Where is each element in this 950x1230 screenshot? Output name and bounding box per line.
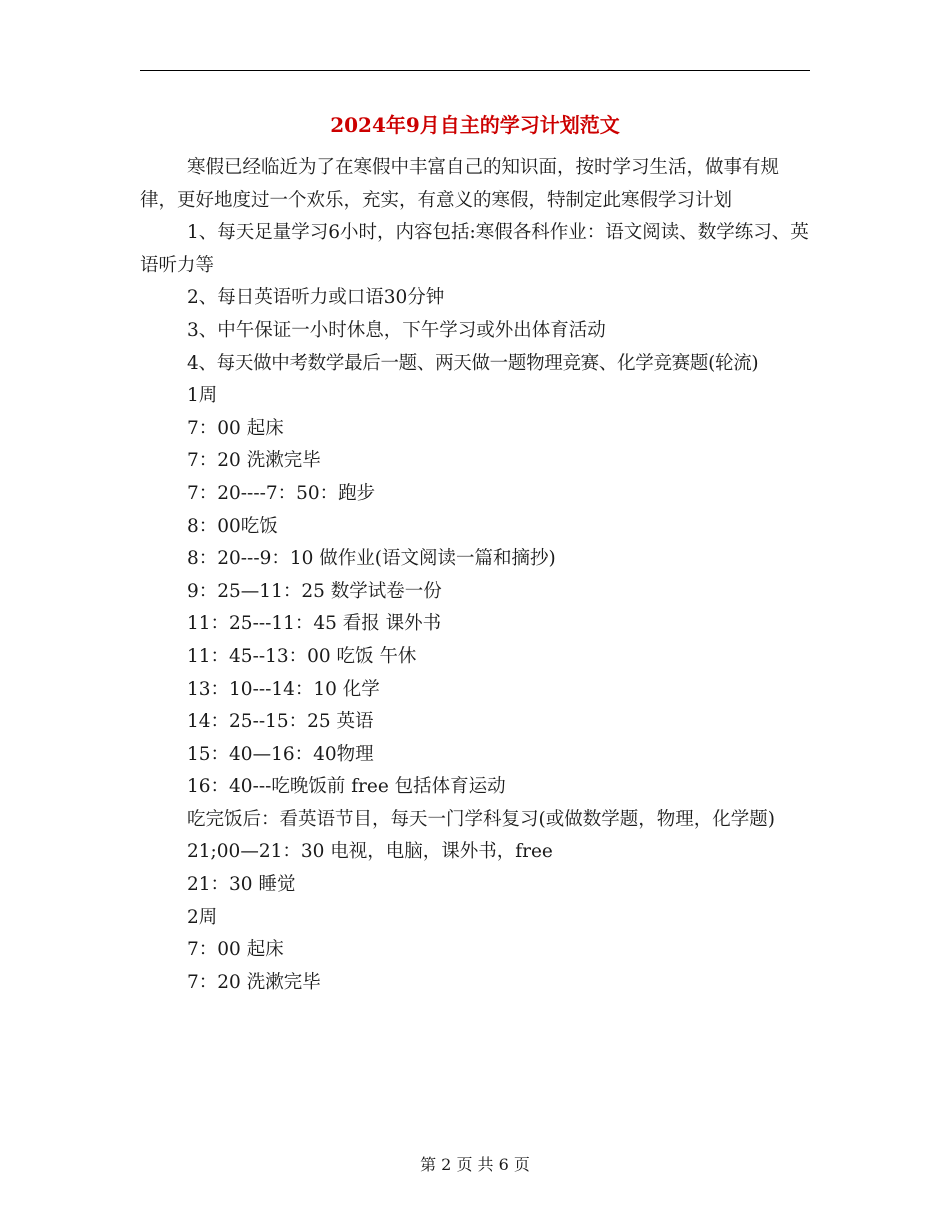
schedule-line: 14：25--15：25 英语 [187, 711, 374, 733]
week-2-heading: 2周 [187, 906, 218, 928]
schedule-line: 9：25—11：25 数学试卷一份 [187, 580, 442, 602]
plan-item-4: 4、每天做中考数学最后一题、两天做一题物理竞赛、化学竞赛题(轮流) [187, 352, 759, 374]
page-number: 第 2 页 共 6 页 [420, 1155, 530, 1174]
plan-item-3: 3、中午保证一小时休息，下午学习或外出体育活动 [187, 319, 606, 341]
schedule-line: 21：30 睡觉 [187, 874, 296, 896]
week-1-heading: 1周 [187, 385, 218, 407]
intro-paragraph: 寒假已经临近为了在寒假中丰富自己的知识面，按时学习生活，做事有规律，更好地度过一个欢乐，充实，有意义的寒假，特制定此寒假学习计划 [140, 157, 780, 211]
schedule-line: 15：40—16：40物理 [187, 743, 374, 765]
schedule-line: 7：00 起床 [187, 939, 284, 961]
header-rule [140, 70, 810, 71]
after-dinner-paragraph: 吃完饭后：看英语节目，每天一门学科复习(或做数学题，物理，化学题) [187, 808, 775, 830]
schedule-line: 7：20----7：50：跑步 [187, 482, 376, 504]
plan-item-1: 1、每天足量学习6小时，内容包括:寒假各科作业：语文阅读、数学练习、英语听力等 [140, 222, 809, 276]
schedule-line: 7：00 起床 [187, 417, 284, 439]
document-title: 2024年9月自主的学习计划范文 [330, 113, 620, 137]
schedule-line: 11：25---11：45 看报 课外书 [187, 613, 442, 635]
schedule-line: 21;00—21：30 电视，电脑，课外书，free [187, 841, 553, 863]
schedule-line: 7：20 洗漱完毕 [187, 971, 321, 993]
schedule-line: 13：10---14：10 化学 [187, 678, 380, 700]
schedule-line: 7：20 洗漱完毕 [187, 450, 321, 472]
plan-item-2: 2、每日英语听力或口语30分钟 [187, 287, 445, 309]
schedule-line: 8：20---9：10 做作业(语文阅读一篇和摘抄) [187, 548, 556, 570]
schedule-line: 8：00吃饭 [187, 515, 278, 537]
document-body [140, 152, 810, 999]
schedule-line: 16：40---吃晚饭前 free 包括体育运动 [187, 776, 506, 798]
schedule-line: 11：45--13：00 吃饭 午休 [187, 645, 417, 667]
